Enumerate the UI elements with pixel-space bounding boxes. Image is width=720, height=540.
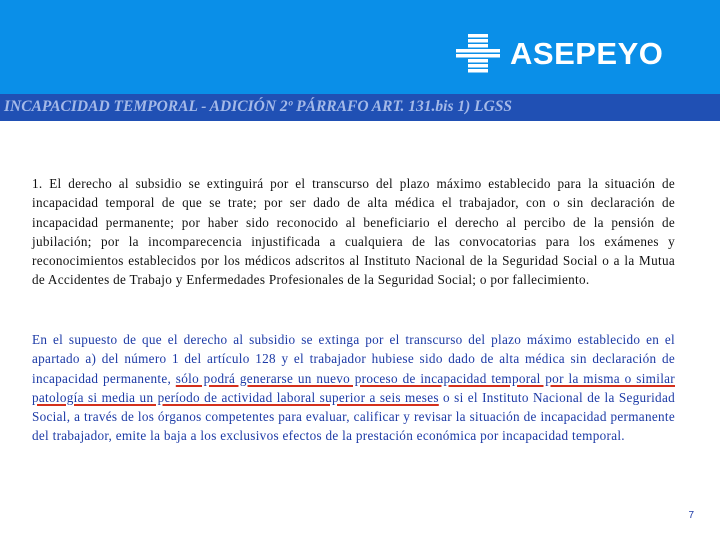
asepeyo-logo: [456, 34, 663, 74]
header-band: [0, 0, 720, 94]
brand-name: ASEPEYO: [510, 36, 664, 71]
title-bar: [0, 94, 720, 121]
page-number: 7: [688, 510, 694, 521]
cross-logo-icon: [456, 34, 500, 74]
slide-title: INCAPACIDAD TEMPORAL - ADICIÓN 2º PÁRRAFO ART. 131.bis 1) LGSS: [4, 98, 513, 115]
paragraph-addition-intro: En el supuesto de que el derecho al subsidio se extinga por el transcurso del plazo máximo establecido en el apartado a) del número 1 del artículo 128 y el trabajador hubiese sido dado de alta médica sin declaración de incapacidad permanente,: [32, 332, 675, 386]
paragraph-legal-text: 1. El derecho al subsidio se extinguirá por el transcurso del plazo máximo establecido para la situación de incapacidad temporal de que se trate; por ser dado de alta médica el trabajador, con o sin declaración de incapacidad permanente; por haber sido reconocido al beneficiario el derecho al percibo de la pensión de jubilación; por la incomparecencia injustificada a cualquiera de las convocatorias para los exámenes y reconocimientos establecidos por los médicos adscritos al Instituto Nacional de la Seguridad Social o a la Mutua de Accidentes de Trabajo y Enfermedades Profesionales de la Seguridad Social; o por fallecimiento.: [32, 176, 675, 288]
paragraph-addition: [32, 330, 675, 446]
paragraph-addition-rest: o si el Instituto Nacional de la Seguridad Social, a través de los órganos competentes para evaluar, calificar y revisar la situación de incapacidad permanente del trabajador, emite la baja a los exclusivos efectos de la prestación económica por incapacidad temporal.: [32, 389, 675, 444]
highlighted-clause: sólo podrá generarse un nuevo proceso de incapacidad temporal por la misma o similar patología si media un período de actividad laboral superior a seis meses: [32, 370, 675, 405]
